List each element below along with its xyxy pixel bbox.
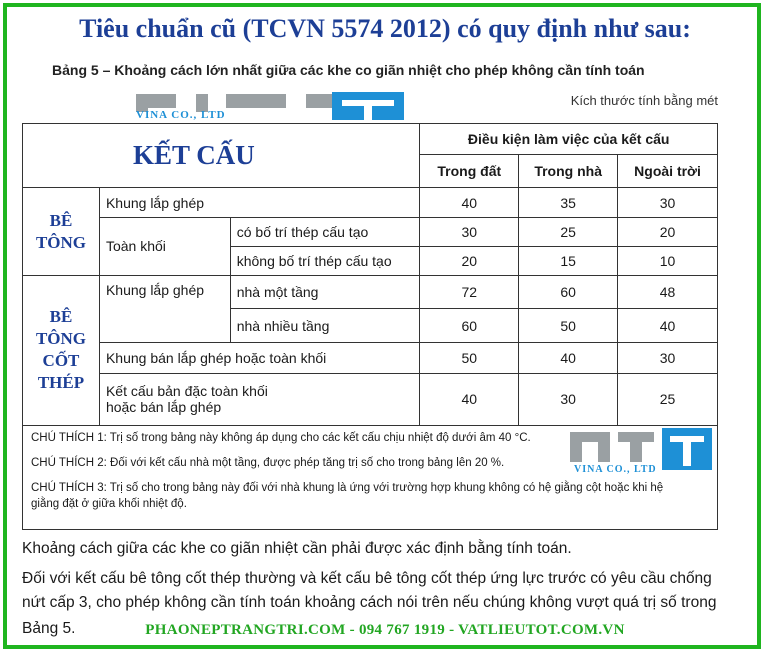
- cell-value: 15: [519, 246, 618, 275]
- paragraph-1: Khoảng cách giữa các khe co giãn nhiệt cần phải được xác định bằng tính toán.: [22, 540, 572, 557]
- paragraph-2-line-1: Đối với kết cấu bê tông cốt thép thường và kết cấu bê tông cốt thép ứng lực trước có yêu cầu chống: [22, 570, 712, 587]
- cell-value: 20: [420, 246, 519, 275]
- ntt-logo-watermark-right: [570, 428, 715, 478]
- row-label-line: Kết cấu bản đặc toàn khối: [105, 383, 268, 400]
- cell-value: 30: [519, 373, 618, 425]
- cell-value: 25: [618, 373, 718, 425]
- group-reinforced-concrete: [23, 275, 100, 425]
- group-concrete: [23, 188, 100, 276]
- cell-value: 50: [519, 309, 618, 343]
- cell-value: 72: [420, 275, 519, 308]
- ntt-logo-watermark-top: [136, 92, 406, 126]
- logo-subtitle: VINA CO., LTD: [574, 464, 657, 475]
- unit-note: Kích thước tính bằng mét: [570, 93, 718, 108]
- cell-value: 30: [420, 217, 519, 246]
- cell-value: 60: [519, 275, 618, 308]
- expansion-joint-table: [22, 123, 718, 426]
- note-1: CHÚ THÍCH 1: Trị số trong bảng này không áp dụng cho các kết cấu chịu nhiệt độ dưới âm 40 °C.: [31, 432, 531, 444]
- cell-value: 40: [618, 309, 718, 343]
- cell-value: 35: [519, 188, 618, 217]
- group2-line: BÊ: [49, 307, 73, 327]
- cell-value: 10: [618, 246, 718, 275]
- note-3-cont: giằng đặt ở giữa khối nhiệt độ.: [31, 498, 187, 510]
- note-3: CHÚ THÍCH 3: Trị số cho trong bảng này đối với nhà khung là ứng với trường hợp khung không có hệ giằng cột hoặc khi hệ: [31, 482, 664, 494]
- note-2: CHÚ THÍCH 2: Đối với kết cấu nhà một tầng, được phép tăng trị số cho trong bảng lên 20 %.: [31, 457, 505, 469]
- row-label: Khung bán lắp ghép hoặc toàn khối: [99, 343, 419, 373]
- logo-subtitle: VINA CO., LTD: [136, 109, 226, 121]
- cell-value: 20: [618, 217, 718, 246]
- row-label: Toàn khối: [99, 217, 230, 275]
- conditions-header: Điều kiện làm việc của kết cấu: [420, 124, 718, 155]
- cell-value: 50: [420, 343, 519, 373]
- row-label: [99, 373, 419, 425]
- cell-value: 25: [519, 217, 618, 246]
- row-sublabel: nhà một tầng: [230, 275, 420, 308]
- page-heading: Tiêu chuẩn cũ (TCVN 5574 2012) có quy định như sau:: [79, 14, 691, 43]
- cell-value: 40: [420, 188, 519, 217]
- structure-header: KẾT CẤU: [23, 124, 420, 188]
- cell-value: 48: [618, 275, 718, 308]
- row-sublabel: không bố trí thép cấu tạo: [230, 246, 420, 275]
- cell-value: 60: [420, 309, 519, 343]
- row-sublabel: có bố trí thép cấu tạo: [230, 217, 420, 246]
- col-header-underground: Trong đất: [420, 155, 519, 188]
- group2-line: CỐT: [42, 351, 80, 371]
- row-label: Khung lắp ghép: [99, 188, 419, 217]
- table-caption: Bảng 5 – Khoảng cách lớn nhất giữa các khe co giãn nhiệt cho phép không cần tính toán: [52, 62, 645, 78]
- paragraph-2-line-3: Bảng 5.: [22, 620, 76, 637]
- cell-value: 30: [618, 188, 718, 217]
- row-label-line: hoặc bán lắp ghép: [105, 399, 222, 416]
- paragraph-2-line-2: nứt cấp 3, cho phép không cần tính toán khoảng cách nói trên nếu chúng không vượt quá trị số trong: [22, 594, 717, 611]
- row-sublabel: nhà nhiều tầng: [230, 309, 420, 343]
- col-header-outdoor: Ngoài trời: [618, 155, 718, 188]
- col-header-indoor: Trong nhà: [519, 155, 618, 188]
- group2-line: TÔNG: [35, 329, 86, 349]
- group2-line: THÉP: [37, 373, 85, 393]
- cell-value: 40: [519, 343, 618, 373]
- cell-value: 30: [618, 343, 718, 373]
- group1-line: BÊ: [49, 210, 73, 230]
- group1-line: TÔNG: [35, 232, 86, 252]
- footer-contact: PHAONEPTRANGTRI.COM - 094 767 1919 - VATLIEUTOT.COM.VN: [145, 622, 625, 638]
- row-label: Khung lắp ghép: [99, 275, 230, 342]
- cell-value: 40: [420, 373, 519, 425]
